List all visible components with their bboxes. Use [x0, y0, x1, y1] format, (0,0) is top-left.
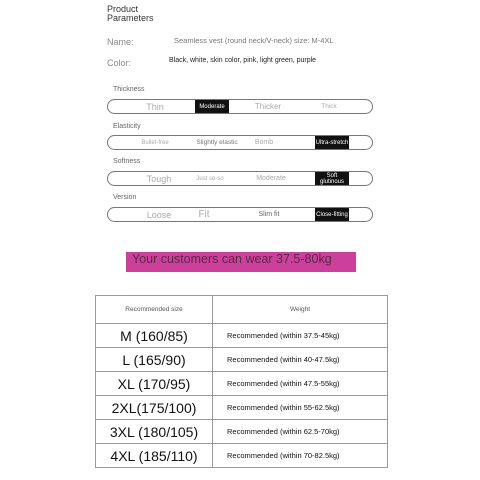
table-header-weight: Weight [213, 296, 388, 324]
version-option: Loose [146, 209, 172, 220]
elasticity-scale [107, 135, 373, 150]
elasticity-option-selected: Ultra-stretch [315, 136, 349, 149]
softness-option: Moderate [256, 175, 286, 182]
elasticity-option: Bomb [254, 139, 274, 146]
table-row [96, 348, 388, 372]
thickness-label: Thickness [113, 86, 145, 93]
thickness-option: Thick [321, 103, 337, 110]
size-table [95, 295, 388, 468]
weight-cell: Recommended (within 62.5-70kg) [213, 420, 388, 444]
version-scale [107, 207, 373, 222]
thickness-option: Thicker [254, 102, 282, 111]
name-label: Name: [107, 37, 134, 47]
weight-cell: Recommended (within 55-62.5kg) [213, 396, 388, 420]
version-label: Version [113, 194, 137, 201]
table-row [96, 420, 388, 444]
size-cell: XL (170/95) [96, 372, 213, 396]
softness-option: Tough [146, 173, 172, 184]
version-option: Slim fit [258, 211, 280, 218]
color-value: Black, white, skin color, pink, light green, purple [169, 57, 317, 64]
softness-option-selected: Soft glutinous [315, 172, 349, 185]
size-cell: L (165/90) [96, 348, 213, 372]
weight-cell: Recommended (within 40-47.5kg) [213, 348, 388, 372]
table-header-row [96, 296, 388, 324]
softness-label: Softness [113, 158, 141, 165]
banner [126, 252, 356, 272]
name-value: Seamless vest (round neck/V-neck) size: M-4XL [174, 36, 334, 45]
color-label: Color: [107, 58, 132, 68]
table-row [96, 396, 388, 420]
version-option: Fit [198, 209, 210, 220]
banner-text: Your customers can wear 37.5-80kg [132, 252, 332, 266]
size-cell: 3XL (180/105) [96, 420, 213, 444]
size-cell: 2XL(175/100) [96, 396, 213, 420]
softness-option: Just so-so [196, 175, 224, 182]
table-header-size: Recommended size [96, 296, 213, 324]
table-row [96, 444, 388, 468]
thickness-option: Thin [146, 101, 164, 112]
table-row [96, 324, 388, 348]
version-option-selected: Close-fitting [315, 208, 349, 221]
page-title: Product Parameters [107, 4, 154, 23]
elasticity-label: Elasticity [113, 123, 141, 130]
elasticity-option: Slightly elastic [196, 139, 238, 146]
thickness-option-selected: Moderate [195, 100, 229, 113]
table-row [96, 372, 388, 396]
size-cell: M (160/85) [96, 324, 213, 348]
elasticity-option: Bullet-free [141, 139, 169, 146]
thickness-scale [107, 99, 373, 114]
weight-cell: Recommended (within 47.5-55kg) [213, 372, 388, 396]
size-cell: 4XL (185/110) [96, 444, 213, 468]
weight-cell: Recommended (within 37.5-45kg) [213, 324, 388, 348]
weight-cell: Recommended (within 70-82.5kg) [213, 444, 388, 468]
softness-scale [107, 171, 373, 186]
